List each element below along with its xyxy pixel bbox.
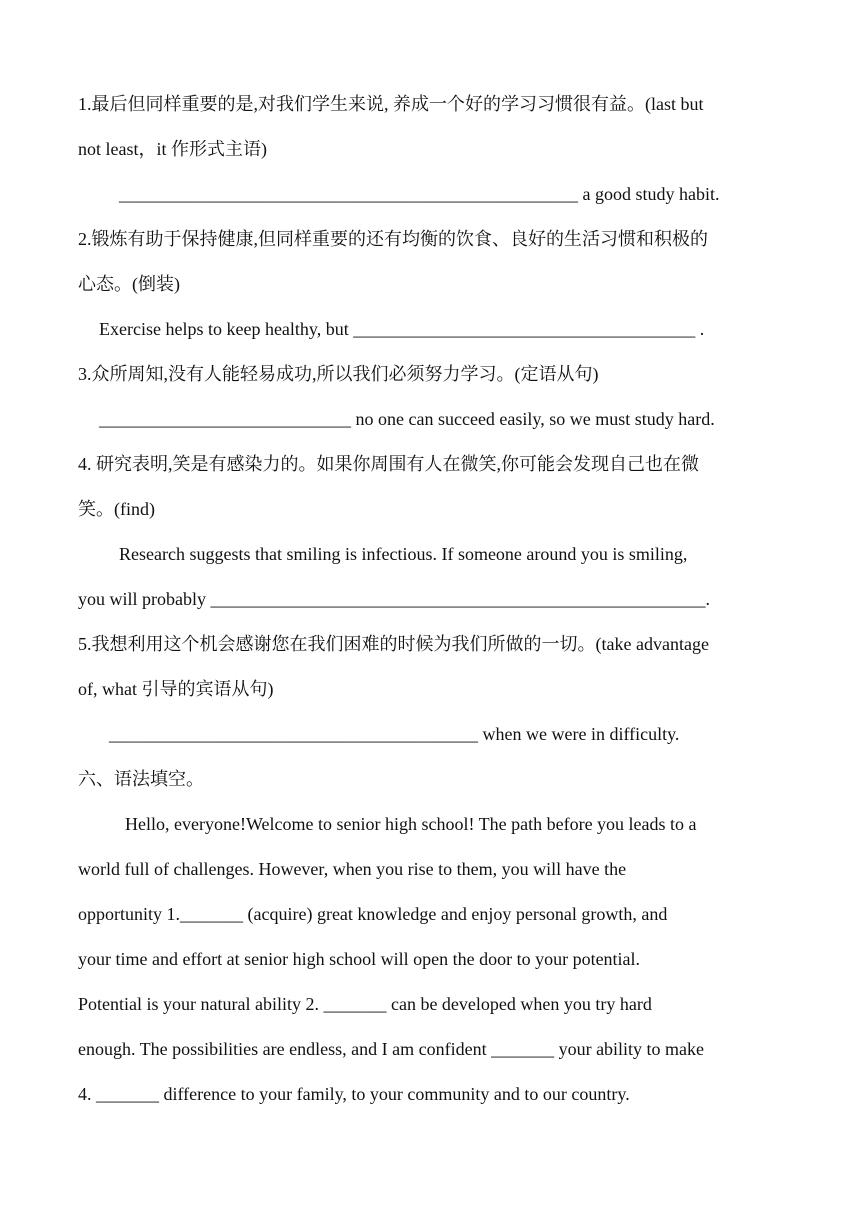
q1-prompt-line2: not least，it 作形式主语) — [78, 139, 267, 159]
q3-answer-line: ____________________________ no one can succeed easily, so we must study hard. — [99, 409, 715, 429]
q1-prompt-line1: 1.最后但同样重要的是,对我们学生来说, 养成一个好的学习习惯很有益。(last but — [78, 94, 704, 114]
q2-prompt-line2: 心态。(倒装) — [78, 274, 180, 294]
section6-passage-line: Hello, everyone!Welcome to senior high school! The path before you leads to a — [125, 814, 697, 834]
section6-passage-line: enough. The possibilities are endless, and I am confident _______ your ability to make — [78, 1039, 705, 1059]
q2-prompt-line1: 2.锻炼有助于保持健康,但同样重要的还有均衡的饮食、良好的生活习惯和积极的 — [78, 229, 708, 249]
q2-answer-line: Exercise helps to keep healthy, but ______________________________________ . — [99, 319, 705, 339]
q4-answer-line2: you will probably _______________________________________________________. — [78, 589, 710, 609]
q1-answer-line: ___________________________________________________ a good study habit. — [119, 184, 720, 204]
section6-passage-line: world full of challenges. However, when you rise to them, you will have the — [78, 859, 627, 879]
q5-answer-line: _________________________________________ when we were in difficulty. — [109, 724, 680, 744]
section6-passage-line: opportunity 1._______ (acquire) great knowledge and enjoy personal growth, and — [78, 904, 668, 924]
section6-passage-line: Potential is your natural ability 2. _______ can be developed when you try hard — [78, 994, 652, 1014]
q5-prompt-line1: 5.我想利用这个机会感谢您在我们困难的时候为我们所做的一切。(take advantage — [78, 634, 709, 654]
q5-prompt-line2: of, what 引导的宾语从句) — [78, 679, 274, 699]
section6-passage-line: your time and effort at senior high school will open the door to your potential. — [78, 949, 641, 969]
q3-prompt-line1: 3.众所周知,没有人能轻易成功,所以我们必须努力学习。(定语从句) — [78, 364, 599, 384]
section6-heading: 六、语法填空。 — [78, 769, 204, 789]
q4-answer-line1: Research suggests that smiling is infectious. If someone around you is smiling, — [119, 544, 688, 564]
q4-prompt-line2: 笑。(find) — [78, 499, 155, 519]
section6-passage-line: 4. _______ difference to your family, to your community and to our country. — [78, 1084, 630, 1104]
q4-prompt-line1: 4. 研究表明,笑是有感染力的。如果你周围有人在微笑,你可能会发现自己也在微 — [78, 454, 699, 474]
